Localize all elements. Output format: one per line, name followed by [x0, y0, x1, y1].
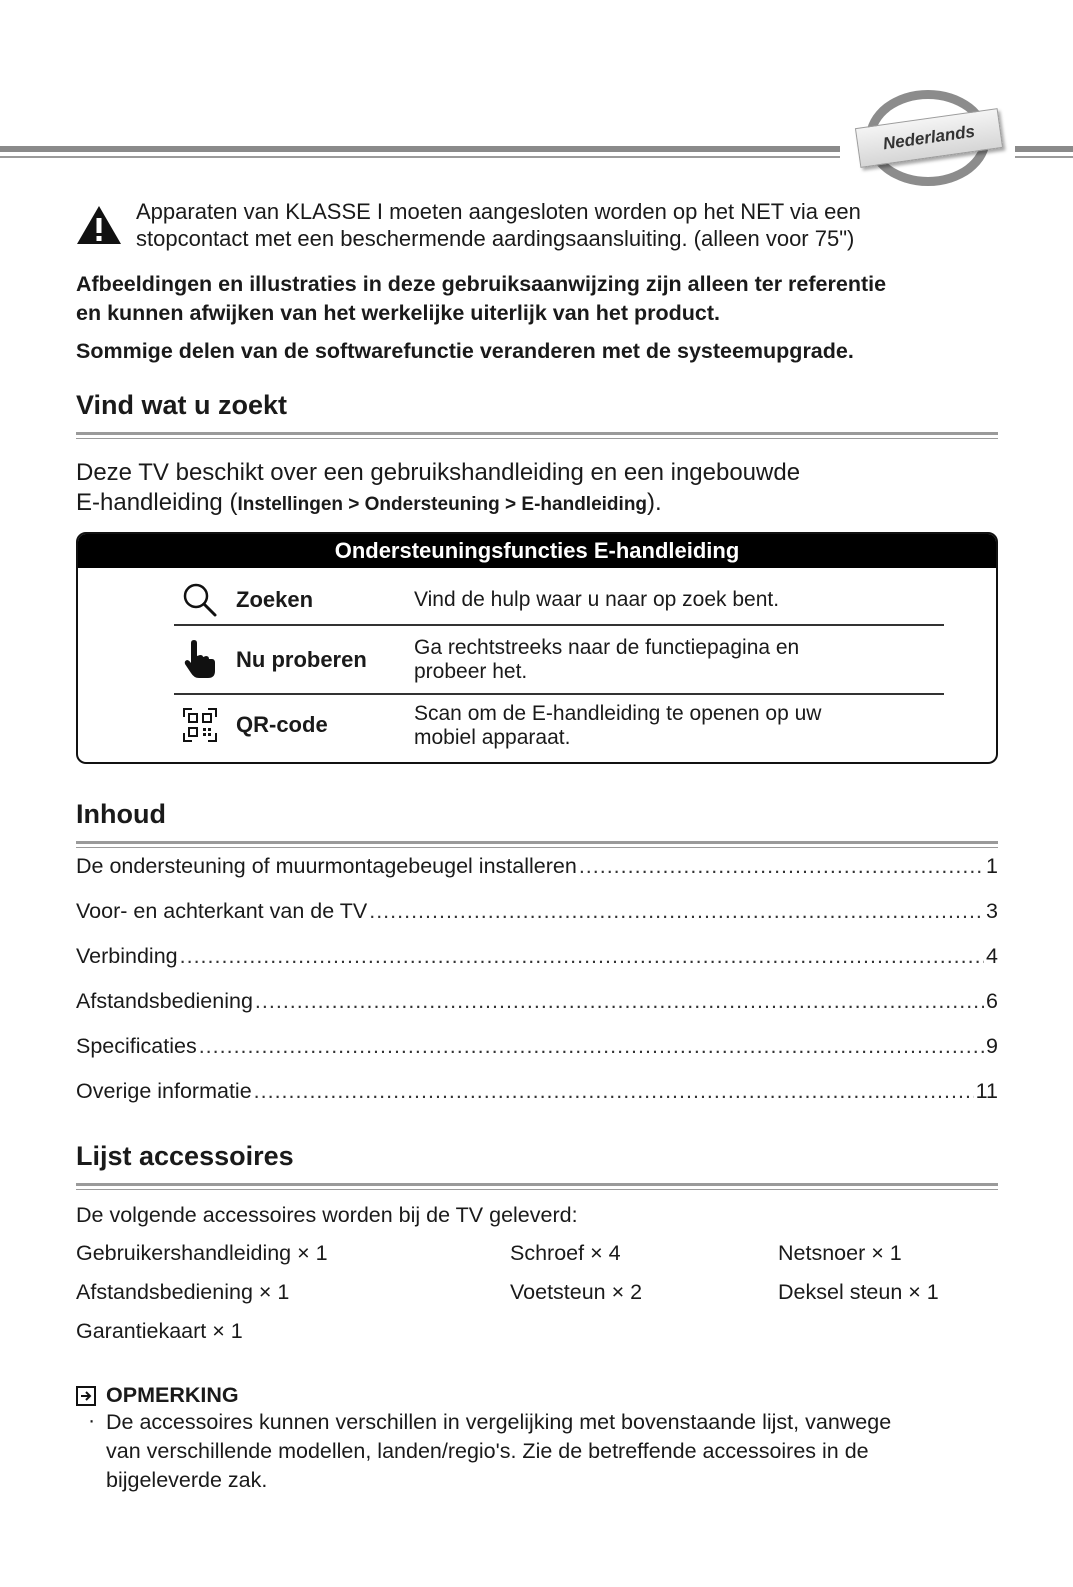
note-line-3: bijgeleverde zak.	[106, 1468, 268, 1492]
feature-row-qr	[174, 697, 944, 759]
note-heading	[76, 1383, 239, 1408]
header-rule-right-thin	[1015, 156, 1073, 158]
toc-leader-dots	[199, 1034, 984, 1059]
toc-item[interactable]	[76, 944, 998, 974]
hand-pointer-icon	[182, 638, 218, 680]
toc-leader-dots	[369, 899, 984, 924]
feature-name-qr: QR-code	[236, 712, 328, 737]
warning-text	[136, 198, 1016, 252]
feature-desc-try-line-2: probeer het.	[414, 660, 528, 683]
feature-name-try: Nu proberen	[236, 647, 367, 672]
accessory-item: Netsnoer × 1	[778, 1241, 902, 1265]
accessories-intro: De volgende accessoires worden bij de TV geleverd:	[76, 1203, 578, 1227]
language-badge-label: Nederlands	[881, 121, 977, 154]
accessory-item: Afstandsbediening × 1	[76, 1280, 290, 1304]
note-line-1: De accessoires kunnen verschillen in vergelijking met bovenstaande lijst, vanwege	[106, 1410, 892, 1434]
accessory-item: Schroef × 4	[510, 1241, 621, 1265]
feature-desc-search: Vind de hulp waar u naar op zoek bent.	[414, 588, 780, 611]
accessory-item: Gebruikershandleiding × 1	[76, 1241, 328, 1265]
qr-code-icon	[182, 707, 218, 743]
accessory-item: Voetsteun × 2	[510, 1280, 643, 1304]
toc-item-label: Afstandsbediening	[76, 989, 253, 1013]
toc-leader-dots	[180, 944, 984, 969]
section-rule-accessories	[76, 1183, 998, 1190]
toc-item-label: De ondersteuning of muurmontagebeugel installeren	[76, 854, 577, 878]
disclaimer-paragraph	[76, 270, 1016, 328]
toc-item-page: 1	[986, 854, 998, 878]
toc-item-label: Voor- en achterkant van de TV	[76, 899, 368, 923]
feature-name-search: Zoeken	[236, 587, 314, 612]
section-title-accessories: Lijst accessoires	[76, 1141, 294, 1171]
note-icon	[76, 1386, 96, 1406]
note-text	[106, 1408, 996, 1495]
accessory-item: Deksel steun × 1	[778, 1280, 939, 1304]
find-intro-end: ).	[647, 489, 662, 516]
find-intro-line-2	[76, 488, 1016, 520]
toc-item-page: 11	[975, 1079, 998, 1103]
feature-desc-try-line-1: Ga rechtstreeks naar de functiepagina en	[414, 636, 800, 659]
disclaimer-line-1: Afbeeldingen en illustraties in deze gebruiksaanwijzing zijn alleen ter referentie	[76, 272, 887, 296]
toc-item-label: Specificaties	[76, 1034, 197, 1058]
warning-line-1: Apparaten van KLASSE I moeten aangesloten worden op het NET via een	[136, 199, 861, 224]
toc-item[interactable]	[76, 1034, 998, 1064]
find-intro-path: Instellingen > Ondersteuning > E-handleiding	[237, 494, 648, 515]
header-rule-left	[0, 146, 840, 152]
note-bullet: ·	[88, 1408, 96, 1432]
feature-row-search	[174, 582, 944, 626]
toc-item-page: 4	[986, 944, 998, 968]
find-intro-line-1: Deze TV beschikt over een gebruikshandleiding en een ingebouwde	[76, 459, 801, 486]
disclaimer-software	[76, 337, 1016, 366]
section-title-find: Vind wat u zoekt	[76, 390, 288, 420]
toc-item-label: Overige informatie	[76, 1079, 252, 1103]
toc-item-page: 9	[986, 1034, 998, 1058]
note-title: OPMERKING	[106, 1383, 239, 1407]
toc-item[interactable]	[76, 1079, 998, 1109]
header-rule-left-thin	[0, 156, 840, 158]
toc-item[interactable]	[76, 854, 998, 884]
disclaimer-line-2: en kunnen afwijken van het werkelijke uiterlijk van het product.	[76, 301, 720, 325]
toc-item-page: 3	[986, 899, 998, 923]
feature-divider	[174, 624, 944, 626]
feature-desc-qr-line-2: mobiel apparaat.	[414, 726, 571, 749]
feature-desc-try	[414, 636, 934, 684]
toc-leader-dots	[255, 989, 984, 1014]
feature-desc-qr	[414, 702, 934, 750]
disclaimer-line-3: Sommige delen van de softwarefunctie veranderen met de systeemupgrade.	[76, 339, 854, 363]
section-rule-find	[76, 432, 998, 439]
search-icon	[182, 582, 218, 618]
note-line-2: van verschillende modellen, landen/regio's. Zie de betreffende accessoires in de	[106, 1439, 869, 1463]
feature-row-try	[174, 628, 944, 690]
section-rule-contents	[76, 841, 998, 848]
find-intro-start: E-handleiding (	[76, 489, 238, 516]
feature-box-title: Ondersteuningsfuncties E-handleiding	[78, 534, 996, 568]
feature-desc-qr-line-1: Scan om de E-handleiding te openen op uw	[414, 702, 822, 725]
warning-line-2: stopcontact met een beschermende aardingsaansluiting. (alleen voor 75")	[136, 226, 855, 251]
toc-item-page: 6	[986, 989, 998, 1013]
find-intro	[76, 458, 1016, 520]
feature-divider	[174, 693, 944, 695]
toc-item[interactable]	[76, 989, 998, 1019]
toc-leader-dots	[579, 854, 984, 879]
feature-box	[76, 532, 998, 764]
section-title-contents: Inhoud	[76, 799, 166, 829]
accessory-item: Garantiekaart × 1	[76, 1319, 243, 1343]
toc-leader-dots	[254, 1079, 974, 1104]
toc-item[interactable]	[76, 899, 998, 929]
toc-item-label: Verbinding	[76, 944, 178, 968]
warning-icon	[76, 204, 122, 246]
header-rule-right	[1015, 146, 1073, 152]
